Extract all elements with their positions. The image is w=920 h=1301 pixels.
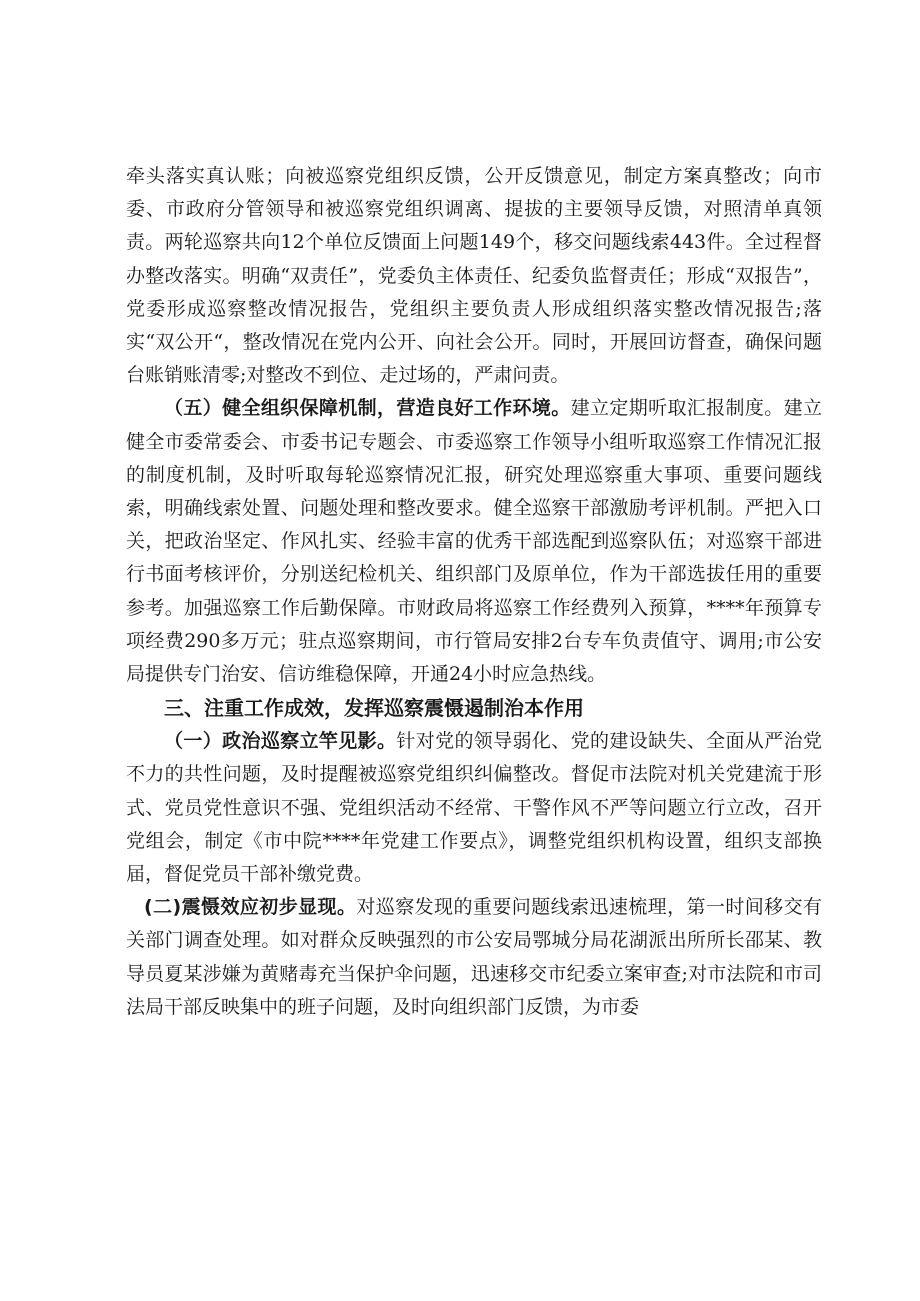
paragraph-body: 建立定期听取汇报制度。建立健全市委常委会、市委书记专题会、市委巡察工作领导小组听取巡察工作情况汇报的制度机制，及时听取每轮巡察情况汇报，研究处理巡察重大事项、重要问题线索，明确线索处置、问题处理和整改要求。健全巡察干部激励考评机制。严把入口关，把政治坚定、作风扎实、经验丰富的优秀干部选配到巡察队伍；对巡察干部进行书面考核评价，分别送纪检机关、组织部门及原单位，作为干部选拔任用的重要参考。加强巡察工作后勤保障。市财政局将巡察工作经费列入预算，****年预算专项经费290多万元；驻点巡察期间，市行管局安排2台专车负责值守、调用;市公安局提供专门治安、信访维稳保障，开通24小时应急热线。 (126, 397, 822, 686)
paragraph-body: 对巡察发现的重要问题线索迅速梳理，第一时间移交有关部门调查处理。如对群众反映强烈的市公安局鄂城分局花湖派出所所长邵某、教导员夏某涉嫌为黄赌毒充当保护伞问题，迅速移交市纪委立案审查;对市法院和市司法局干部反映集中的班子问题，及时向组织部门反馈，为市委 (126, 896, 822, 1018)
document-page (126, 160, 822, 1024)
paragraph-political-inspection (126, 725, 822, 891)
section-heading: 三、注重工作成效，发挥巡察震慑遏制治本作用 (164, 696, 584, 721)
paragraph-body: 针对党的领导弱化、党的建设缺失、全面从严治党不力的共性问题，及时提醒被巡察党组织纠偏整改。督促市法院对机关党建流于形式、党员党性意识不强、党组织活动不经常、干警作风不严等问题立行立改，召开党组会，制定《市中院****年党建工作要点》，调整党组织机构设置，组织支部换届，督促党员干部补缴党费。 (126, 730, 822, 886)
paragraph-deterrent-effect (126, 891, 822, 1024)
paragraph-organization-guarantee (126, 392, 822, 691)
paragraph-rectification: 牵头落实真认账；向被巡察党组织反馈，公开反馈意见，制定方案真整改；向市委、市政府分管领导和被巡察党组织调离、提拔的主要领导反馈，对照清单真领责。两轮巡察共向12个单位反馈面上问题149个，移交问题线索443件。全过程督办整改落实。明确“双责任”，党委负主体责任、纪委负监督责任；形成“双报告”，党委形成巡察整改情况报告，党组织主要负责人形成组织落实整改情况报告;落实“双公开“，整改情况在党内公开、向社会公开。同时，开展回访督查，确保问题台账销账清零;对整改不到位、走过场的，严肃问责。 (126, 165, 822, 387)
paragraph-title: (二)震慑效应初步显现。 (144, 896, 357, 919)
paragraph-title: （一）政治巡察立竿见影。 (164, 730, 397, 753)
paragraph-title: （五）健全组织保障机制，营造良好工作环境。 (164, 397, 571, 420)
